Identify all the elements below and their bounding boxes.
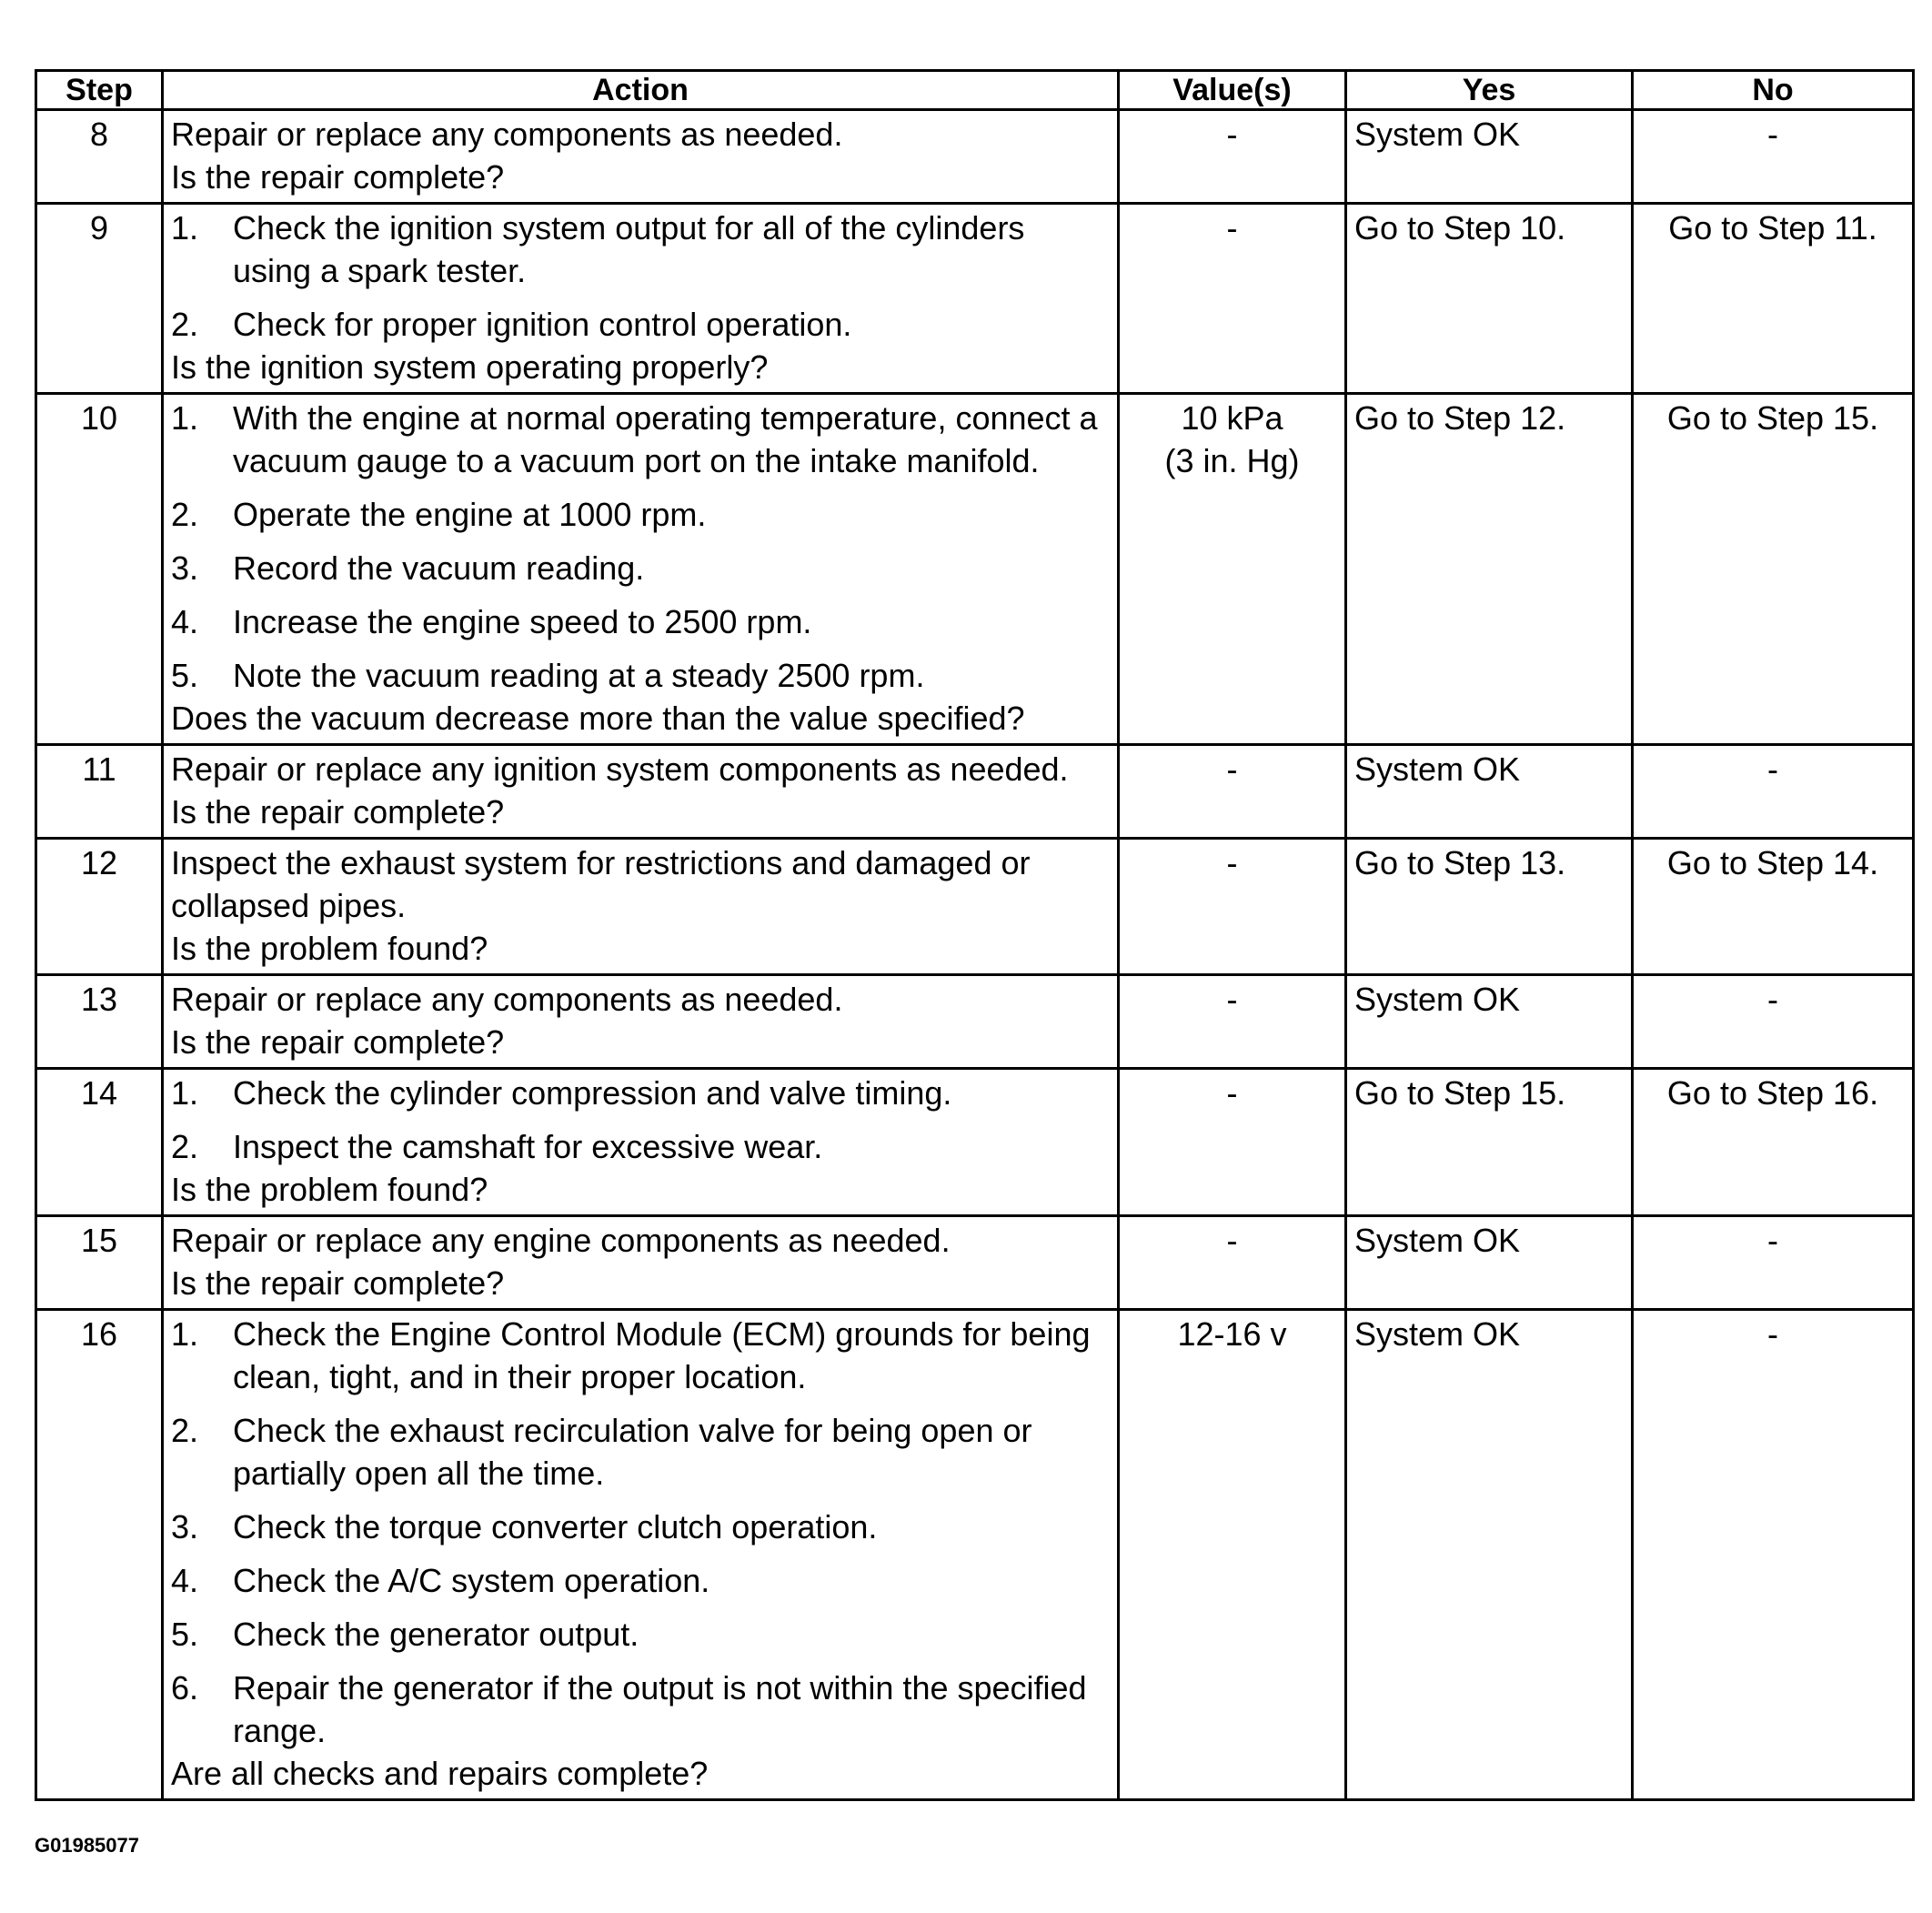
action-step-item (171, 1409, 1110, 1495)
action-cell (163, 394, 1119, 745)
action-step-item (171, 1559, 1110, 1602)
action-text: Inspect the exhaust system for restrictions and damaged or collapsed pipes. (171, 844, 1031, 924)
table-row (36, 1216, 1914, 1310)
yes-cell: System OK (1346, 110, 1633, 204)
no-cell: - (1633, 1216, 1914, 1310)
step-number: 1. (171, 1074, 199, 1112)
step-text: Check the generator output. (233, 1616, 639, 1653)
action-cell (163, 1310, 1119, 1800)
step-text: Check the torque converter clutch operation. (233, 1508, 878, 1546)
action-cell (163, 1216, 1119, 1310)
step-text: Check the Engine Control Module (ECM) grounds for being clean, tight, and in their proper location. (233, 1315, 1091, 1395)
step-number: 1. (171, 399, 199, 437)
no-cell: - (1633, 110, 1914, 204)
value-text: - (1226, 116, 1238, 153)
action-step-item (171, 547, 1110, 589)
step-number: 6. (171, 1669, 199, 1707)
action-question: Is the repair complete? (171, 158, 505, 196)
action-text: Repair or replace any components as needed. (171, 981, 843, 1018)
table-row (36, 1310, 1914, 1800)
action-step-item (171, 1666, 1110, 1752)
value-cell (1119, 1069, 1346, 1216)
action-question: Is the problem found? (171, 1171, 488, 1208)
value-text: - (1226, 1222, 1238, 1259)
value-text: - (1226, 981, 1238, 1018)
action-step-item (171, 1505, 1110, 1548)
step-text: Check the ignition system output for all of the cylinders using a spark tester. (233, 209, 1025, 289)
step-number: 2. (171, 496, 199, 533)
action-step-item (171, 1125, 1110, 1168)
action-question: Is the repair complete? (171, 1264, 505, 1302)
step-number: 3. (171, 549, 199, 587)
step-cell: 8 (36, 110, 163, 204)
step-number: 5. (171, 657, 199, 694)
value-cell (1119, 1310, 1346, 1800)
value-cell (1119, 110, 1346, 204)
step-cell: 12 (36, 839, 163, 975)
action-step-item (171, 206, 1110, 292)
step-text: Increase the engine speed to 2500 rpm. (233, 603, 812, 640)
action-question: Is the repair complete? (171, 793, 505, 831)
value-cell (1119, 394, 1346, 745)
step-cell: 11 (36, 745, 163, 839)
value-text: - (1226, 1074, 1238, 1112)
header-action: Action (163, 71, 1119, 110)
action-question: Is the problem found? (171, 930, 488, 967)
no-cell: Go to Step 11. (1633, 204, 1914, 394)
action-step-item (171, 1072, 1110, 1114)
yes-cell: Go to Step 12. (1346, 394, 1633, 745)
step-cell: 16 (36, 1310, 163, 1800)
step-number: 1. (171, 209, 199, 247)
step-number: 3. (171, 1508, 199, 1546)
step-cell: 15 (36, 1216, 163, 1310)
step-number: 4. (171, 603, 199, 640)
yes-cell: System OK (1346, 975, 1633, 1069)
step-cell: 14 (36, 1069, 163, 1216)
action-step-item (171, 303, 1110, 346)
action-cell (163, 1069, 1119, 1216)
step-text: With the engine at normal operating temperature, connect a vacuum gauge to a vacuum port on the intake manifold. (233, 399, 1098, 479)
action-cell (163, 975, 1119, 1069)
action-step-item (171, 1613, 1110, 1656)
value-cell (1119, 975, 1346, 1069)
action-question: Is the ignition system operating properly? (171, 348, 769, 386)
yes-cell: Go to Step 10. (1346, 204, 1633, 394)
step-text: Note the vacuum reading at a steady 2500 rpm. (233, 657, 925, 694)
no-cell: - (1633, 975, 1914, 1069)
step-number: 4. (171, 1562, 199, 1599)
action-steps (171, 397, 1110, 697)
step-number: 2. (171, 1412, 199, 1449)
value-cell (1119, 839, 1346, 975)
value-text: 12-16 v (1177, 1315, 1287, 1353)
header-values: Value(s) (1119, 71, 1346, 110)
table-row (36, 975, 1914, 1069)
yes-cell: System OK (1346, 1310, 1633, 1800)
action-question: Does the vacuum decrease more than the value specified? (171, 700, 1025, 737)
action-cell (163, 745, 1119, 839)
no-cell: Go to Step 16. (1633, 1069, 1914, 1216)
table-row (36, 394, 1914, 745)
step-text: Check the A/C system operation. (233, 1562, 710, 1599)
header-yes: Yes (1346, 71, 1633, 110)
value-cell (1119, 1216, 1346, 1310)
value-text: - (1226, 750, 1238, 788)
table-row (36, 839, 1914, 975)
table-row (36, 110, 1914, 204)
no-cell: Go to Step 14. (1633, 839, 1914, 975)
action-steps (171, 1072, 1110, 1168)
yes-cell: System OK (1346, 745, 1633, 839)
value-text: - (1226, 209, 1238, 247)
action-step-item (171, 493, 1110, 536)
action-steps (171, 206, 1110, 346)
figure-id: G01985077 (35, 1834, 139, 1857)
step-text: Check the exhaust recirculation valve for being open or partially open all the time. (233, 1412, 1032, 1492)
action-text: Repair or replace any engine components as needed. (171, 1222, 951, 1259)
action-cell (163, 110, 1119, 204)
no-cell: Go to Step 15. (1633, 394, 1914, 745)
yes-cell: System OK (1346, 1216, 1633, 1310)
header-no: No (1633, 71, 1914, 110)
action-question: Are all checks and repairs complete? (171, 1755, 709, 1792)
no-cell: - (1633, 1310, 1914, 1800)
table-row (36, 204, 1914, 394)
action-step-item (171, 1313, 1110, 1398)
action-question: Is the repair complete? (171, 1023, 505, 1061)
yes-cell: Go to Step 15. (1346, 1069, 1633, 1216)
step-text: Inspect the camshaft for excessive wear. (233, 1128, 823, 1165)
value-text: - (1226, 844, 1238, 881)
step-text: Check for proper ignition control operation. (233, 306, 852, 343)
action-text: Repair or replace any ignition system components as needed. (171, 750, 1069, 788)
action-cell (163, 204, 1119, 394)
value-text: 10 kPa (1181, 399, 1283, 437)
table-row (36, 745, 1914, 839)
action-step-item (171, 397, 1110, 482)
step-cell: 10 (36, 394, 163, 745)
step-text: Repair the generator if the output is not within the specified range. (233, 1669, 1087, 1749)
step-number: 1. (171, 1315, 199, 1353)
no-cell: - (1633, 745, 1914, 839)
step-text: Record the vacuum reading. (233, 549, 645, 587)
step-text: Check the cylinder compression and valve timing. (233, 1074, 952, 1112)
header-row (36, 71, 1914, 110)
step-number: 2. (171, 1128, 199, 1165)
action-step-item (171, 654, 1110, 697)
action-steps (171, 1313, 1110, 1752)
yes-cell: Go to Step 13. (1346, 839, 1633, 975)
step-cell: 9 (36, 204, 163, 394)
step-text: Operate the engine at 1000 rpm. (233, 496, 707, 533)
value-cell (1119, 745, 1346, 839)
value-cell (1119, 204, 1346, 394)
header-step: Step (36, 71, 163, 110)
value-text-alt: (3 in. Hg) (1164, 442, 1300, 479)
action-cell (163, 839, 1119, 975)
step-cell: 13 (36, 975, 163, 1069)
step-number: 2. (171, 306, 199, 343)
diagnostic-table (35, 69, 1915, 1801)
action-step-item (171, 600, 1110, 643)
action-text: Repair or replace any components as needed. (171, 116, 843, 153)
table-row (36, 1069, 1914, 1216)
step-number: 5. (171, 1616, 199, 1653)
